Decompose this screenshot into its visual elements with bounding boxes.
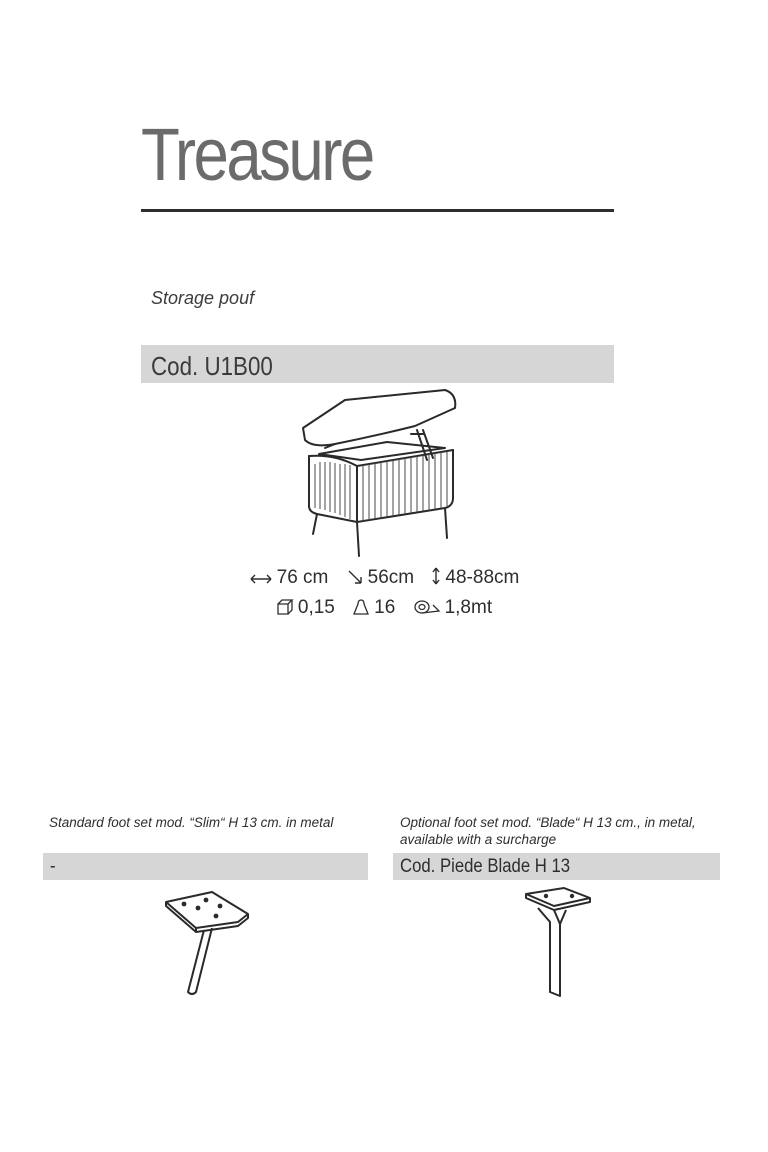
specs-row: [0, 597, 768, 619]
horizontal-arrow-icon: [249, 572, 273, 586]
width-dimension: [249, 567, 329, 589]
weight-spec: [352, 597, 395, 619]
dimensions-row: [0, 566, 768, 589]
vertical-arrow-icon: [431, 566, 441, 586]
blade-foot-illustration: [520, 884, 595, 999]
fabric-roll-icon: [413, 598, 441, 616]
height-value: 48-88cm: [445, 567, 520, 588]
depth-value: 56cm: [367, 567, 415, 588]
optional-foot-code-bar: [393, 853, 720, 880]
depth-dimension: [346, 567, 414, 589]
width-value: 76 cm: [276, 567, 329, 588]
page-title: Treasure: [141, 113, 373, 196]
weight-icon: [352, 598, 370, 616]
weight-value: 16: [374, 597, 396, 618]
box-icon: [276, 598, 294, 616]
product-subtitle: Storage pouf: [151, 288, 255, 308]
standard-foot-description: Standard foot set mod. “Slim“ H 13 cm. in metal: [49, 815, 334, 830]
volume-value: 0,15: [297, 597, 335, 618]
product-code: Cod. U1B00: [151, 351, 273, 381]
optional-foot-code: Cod. Piede Blade H 13: [400, 856, 571, 877]
height-dimension: [431, 566, 519, 589]
product-code-bar: [141, 345, 614, 383]
optional-foot-description: Optional foot set mod. “Blade“ H 13 cm., in metal, available with a surcharge: [400, 815, 696, 847]
title-divider: [141, 209, 614, 212]
standard-foot-code-bar: [43, 853, 368, 880]
standard-foot-code: -: [50, 856, 56, 877]
storage-pouf-illustration: [295, 388, 465, 558]
fabric-value: 1,8mt: [444, 597, 493, 618]
diagonal-arrow-icon: [346, 568, 364, 586]
fabric-spec: [413, 597, 493, 619]
volume-spec: [276, 597, 335, 619]
slim-foot-illustration: [160, 888, 255, 998]
